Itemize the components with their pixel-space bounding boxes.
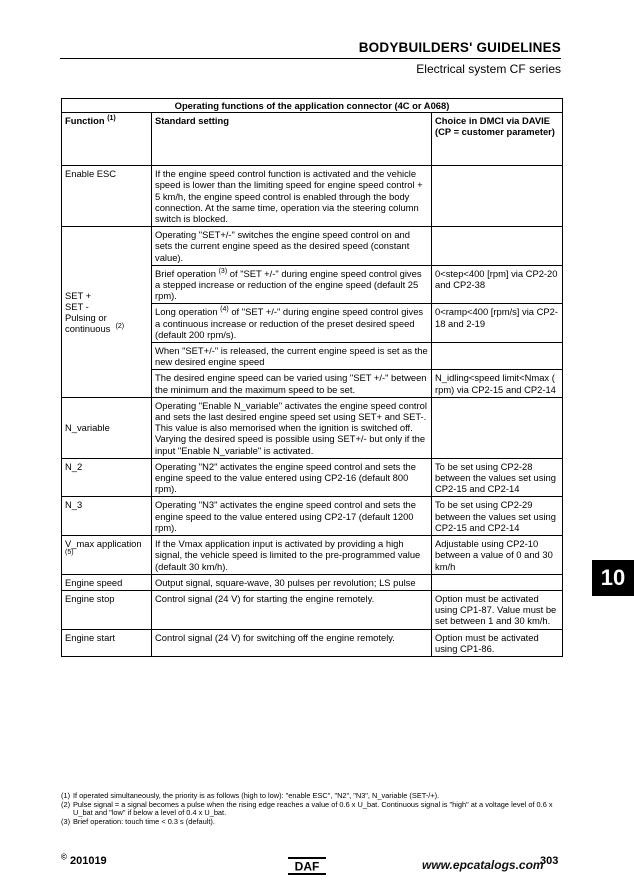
choice-cell: To be set using CP2-28 between the values set using CP2-15 and CP2-14 — [432, 458, 563, 497]
choice-cell — [432, 574, 563, 590]
footnote-text: Pulse signal = a signal becomes a pulse when the rising edge reaches a value of 0.6 x U_bat. Continuous signal is "high" at a voltage level of 0.6 x U_bat and "low" if below a level of 0.4 x U_bat. — [73, 799, 553, 818]
table-row — [62, 166, 563, 227]
standard-cell: Operating "Enable N_variable" activates the engine speed control and sets the last desired engine speed set using SET+ and SET-. This value is also memorised when the ignition is switched off. Varying the desired speed is possible using SET+/- but only if the input "Enable N_variable" is activated. — [152, 397, 432, 458]
footer-edition — [61, 852, 107, 867]
table-row — [62, 397, 563, 458]
standard-cell — [152, 304, 432, 343]
standard-cell: When "SET+/-" is released, the current engine speed is set as the new desired engine speed — [152, 343, 432, 370]
footnote-text: Brief operation: touch time < 0.3 s (default). — [73, 816, 215, 826]
standard-cell: Operating "SET+/-" switches the engine speed control on and sets the current engine speed as the desired speed (constant value). — [152, 227, 432, 266]
table-caption-row — [62, 99, 563, 113]
choice-cell: To be set using CP2-29 between the values set using CP2-15 and CP2-14 — [432, 497, 563, 536]
footnote-text: If operated simultaneously, the priority is as follows (high to low): "enable ESC", "N2", "N3", N_variable (SET-/+). — [73, 791, 440, 800]
function-line: Pulsing or — [65, 312, 107, 324]
standard-cell — [152, 265, 432, 304]
standard-cell: Output signal, square-wave, 30 pulses per revolution; LS pulse — [152, 574, 432, 590]
function-text: V_max application — [65, 538, 142, 550]
standard-cell: Operating "N2" activates the engine speed control and sets the engine speed to the value entered using CP2-16 (default 800 rpm). — [152, 458, 432, 497]
header-function — [62, 113, 152, 166]
header-standard-setting: Standard setting — [152, 113, 432, 166]
choice-cell: Option must be activated using CP1-87. Value must be set between 1 and 30 km/h. — [432, 590, 563, 629]
table-row — [62, 458, 563, 497]
choice-cell — [432, 227, 563, 266]
standard-note: (4) — [220, 306, 229, 314]
choice-cell: 0<step<400 [rpm] via CP2-20 and CP2-38 — [432, 265, 563, 304]
standard-cell: Control signal (24 V) for starting the engine remotely. — [152, 590, 432, 629]
daf-logo — [288, 857, 326, 875]
standard-cell: If the engine speed control function is activated and the vehicle speed is lower than the limiting speed for engine speed control + 5 km/h, the engine speed control is enabled through the body connection. At the same time, operation via the steering column switch is blocked. — [152, 166, 432, 227]
standard-text: Brief operation — [155, 267, 216, 279]
copyright-symbol: © — [61, 852, 67, 862]
footnote-number: (2) — [61, 799, 71, 809]
choice-cell — [432, 397, 563, 458]
function-cell: Enable ESC — [62, 166, 152, 227]
table-row — [62, 227, 563, 266]
edition-code: 201019 — [69, 855, 107, 867]
document-title: BODYBUILDERS' GUIDELINES — [358, 40, 561, 55]
function-cell: Engine speed — [62, 574, 152, 590]
function-cell — [62, 536, 152, 575]
function-note: (2) — [115, 323, 125, 331]
table-row — [62, 497, 563, 536]
choice-cell — [432, 166, 563, 227]
header-divider — [60, 58, 561, 59]
function-cell: Engine start — [62, 629, 152, 656]
standard-cell: Control signal (24 V) for switching off the engine remotely. — [152, 629, 432, 656]
footnotes — [61, 792, 566, 826]
operating-functions-table — [61, 98, 563, 657]
header-function-label: Function — [65, 115, 105, 127]
standard-cell: Operating "N3" activates the engine speed control and sets the engine speed to the value entered using CP2-17 (default 1200 rpm). — [152, 497, 432, 536]
standard-cell: The desired engine speed can be varied using "SET +/-" between the minimum and the maximum speed to be set. — [152, 370, 432, 397]
footnote — [61, 801, 566, 818]
standard-text: of "SET +/-" during engine speed control gives a continuous increase or reduction of the preset desired speed (default 200 rpm/s). — [155, 306, 424, 340]
function-cell: Engine stop — [62, 590, 152, 629]
choice-cell: Option must be activated using CP1-86. — [432, 629, 563, 656]
table-row — [62, 590, 563, 629]
document-subtitle: Electrical system CF series — [416, 62, 561, 76]
table-row — [62, 536, 563, 575]
page-number: 303 — [540, 855, 559, 867]
header-choice: Choice in DMCI via DAVIE (CP = customer parameter) — [432, 113, 563, 166]
header-function-note: (1) — [107, 115, 116, 123]
function-cell-set — [62, 227, 152, 398]
daf-logo-text: DAF — [294, 859, 320, 874]
choice-cell: 0<ramp<400 [rpm/s] via CP2-18 and 2-19 — [432, 304, 563, 343]
table-row — [62, 629, 563, 656]
choice-cell — [432, 343, 563, 370]
table-header-row — [62, 113, 563, 166]
footnote — [61, 818, 566, 827]
watermark-url[interactable]: www.epcatalogs.com — [422, 858, 544, 872]
standard-cell: If the Vmax application input is activated by providing a high signal, the vehicle speed is limited to the pre-programmed value (default 30 km/h). — [152, 536, 432, 575]
function-cell: N_3 — [62, 497, 152, 536]
table-row — [62, 574, 563, 590]
function-cell: N_2 — [62, 458, 152, 497]
function-line: SET - — [65, 300, 89, 312]
standard-text: of "SET +/-" during engine speed control gives a stepped increase or reduction of the engine speed (default 25 rpm). — [155, 267, 422, 302]
function-line: continuous — [65, 323, 111, 335]
function-line: SET + — [65, 289, 92, 301]
standard-note: (3) — [218, 267, 228, 275]
choice-cell: N_idling<speed limit<Nmax ( rpm) via CP2-15 and CP2-14 — [432, 370, 563, 397]
chapter-tab: 10 — [592, 560, 634, 596]
choice-cell: Adjustable using CP2-10 between a value of 0 and 30 km/h — [432, 536, 563, 575]
footnote-number: (3) — [61, 816, 71, 826]
function-cell: N_variable — [62, 397, 152, 458]
footnote-number: (1) — [61, 791, 71, 800]
table-caption: Operating functions of the application connector (4C or A068) — [62, 99, 563, 113]
function-note: (5) — [65, 549, 74, 557]
standard-text: Long operation — [155, 306, 218, 318]
